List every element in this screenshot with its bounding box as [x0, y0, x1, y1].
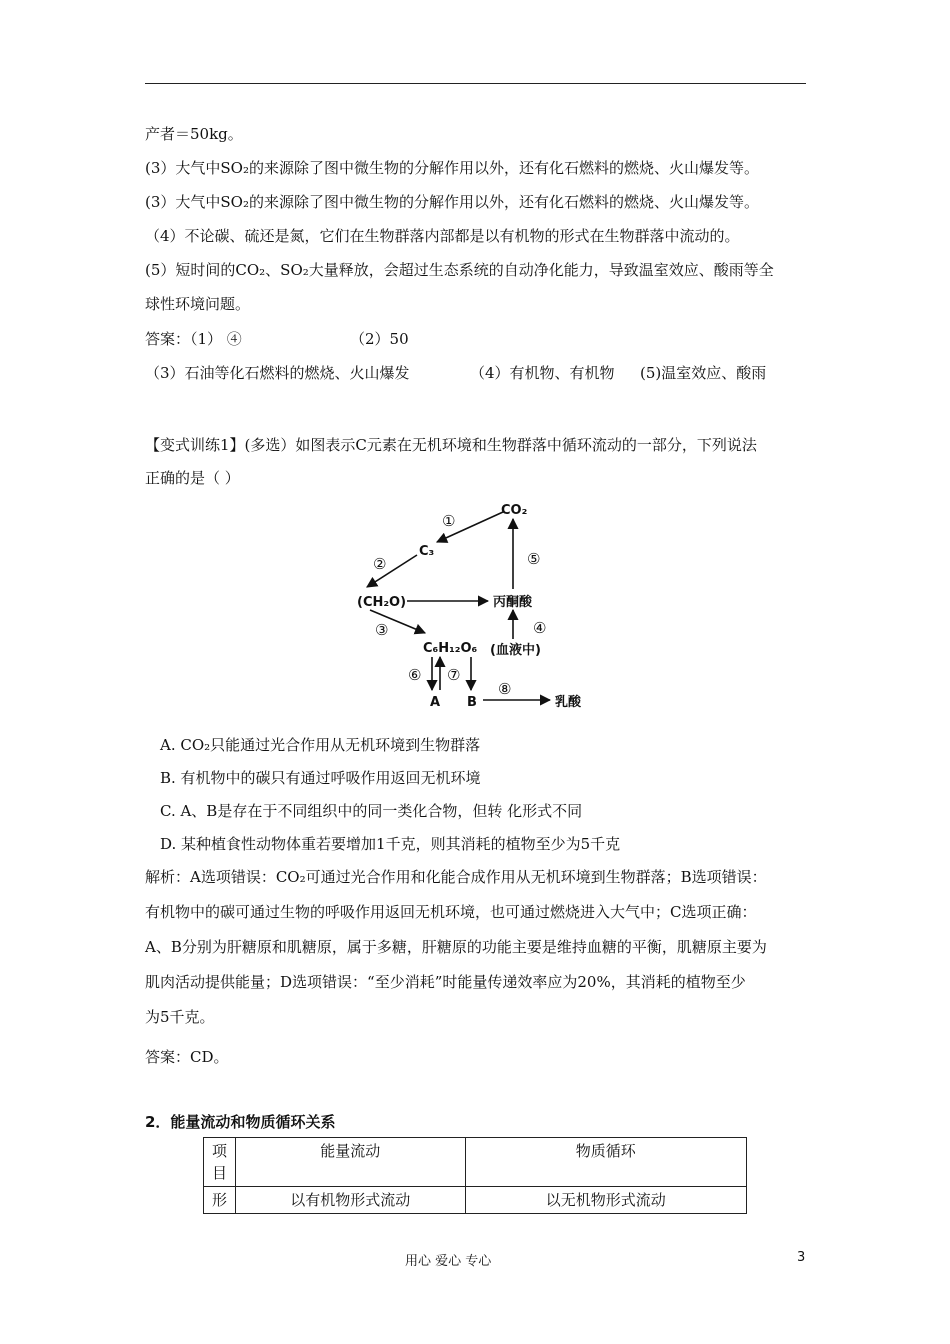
step-1: ①: [442, 512, 456, 530]
table-row: [204, 1187, 747, 1214]
text-line: 产者＝50kg。: [145, 125, 243, 143]
table-header-energy: 能量流动: [235, 1138, 465, 1187]
footer-motto: 用心 爱心 专心: [405, 1254, 492, 1269]
step-8: ⑧: [498, 680, 512, 698]
section-heading: 2．能量流动和物质循环关系: [145, 1113, 336, 1131]
node-glucose: C₆H₁₂O₆: [423, 641, 478, 656]
text-line: 球性环境问题。: [145, 295, 251, 313]
node-c3: C₃: [419, 544, 435, 559]
answer-line: 答案：CD。: [145, 1048, 229, 1066]
node-b: B: [467, 695, 477, 710]
answer-1: 答案：（1） ④: [145, 330, 242, 348]
node-blood: (血液中): [490, 643, 541, 658]
step-3: ③: [375, 621, 389, 639]
explanation-line: 有机物中的碳可通过生物的呼吸作用返回无机环境，也可通过燃烧进入大气中；C选项正确：: [145, 903, 757, 921]
option-c: C. A、B是存在于不同组织中的同一类化合物，但转 化形式不同: [160, 802, 583, 820]
option-a: A. CO₂只能通过光合作用从无机环境到生物群落: [160, 736, 481, 754]
table-cell: 形: [204, 1187, 236, 1214]
node-pyruvate: 丙酮酸: [493, 595, 533, 610]
table-header-item: 项目: [204, 1138, 236, 1187]
step-6: ⑥: [408, 666, 422, 684]
text-line: （4）不论碳、硫还是氮，它们在生物群落内部都是以有机物的形式在生物群落中流动的。: [145, 227, 740, 245]
step-7: ⑦: [447, 666, 461, 684]
question-line: 正确的是（ ）: [145, 469, 240, 487]
text-line: (3）大气中SO₂的来源除了图中微生物的分解作用以外，还有化石燃料的燃烧、火山爆发等。: [145, 193, 759, 211]
carbon-cycle-diagram: [345, 497, 605, 712]
explanation-line: 解析：A选项错误：CO₂可通过光合作用和化能合成作用从无机环境到生物群落；B选项错误：: [145, 868, 767, 886]
answer-2: （2）50: [350, 330, 409, 348]
step-4: ④: [533, 619, 547, 637]
node-a: A: [430, 695, 441, 710]
header-rule: [145, 83, 806, 84]
node-ch2o: (CH₂O): [357, 595, 407, 610]
step-2: ②: [373, 555, 387, 573]
option-b: B. 有机物中的碳只有通过呼吸作用返回无机环境: [160, 769, 481, 787]
option-d: D. 某种植食性动物体重若要增加1千克，则其消耗的植物至少为5千克: [160, 835, 621, 853]
answer-4: （4）有机物、有机物: [470, 364, 615, 382]
node-co2: CO₂: [501, 503, 528, 518]
text-line: (5）短时间的CO₂、SO₂大量释放，会超过生态系统的自动净化能力，导致温室效应、酸雨等全: [145, 261, 774, 279]
answer-3: （3）石油等化石燃料的燃烧、火山爆发: [145, 364, 410, 382]
table-cell: 以有机物形式流动: [235, 1187, 465, 1214]
page-number: 3: [797, 1250, 806, 1265]
comparison-table: [203, 1137, 747, 1214]
explanation-line: 肌肉活动提供能量；D选项错误：“至少消耗”时能量传递效率应为20%，其消耗的植物至少: [145, 973, 746, 991]
diagram-svg: [345, 497, 605, 712]
table-row: [204, 1138, 747, 1187]
explanation-line: 为5千克。: [145, 1008, 215, 1026]
node-lactate: 乳酸: [555, 695, 582, 710]
text-line: (3）大气中SO₂的来源除了图中微生物的分解作用以外，还有化石燃料的燃烧、火山爆发等。: [145, 159, 759, 177]
question-line: 【变式训练1】(多选）如图表示C元素在无机环境和生物群落中循环流动的一部分，下列说法: [145, 436, 757, 454]
step-5: ⑤: [527, 550, 541, 568]
table-header-matter: 物质循环: [465, 1138, 746, 1187]
table-cell: 以无机物形式流动: [465, 1187, 746, 1214]
answer-5: (5)温室效应、酸雨: [640, 364, 767, 382]
explanation-line: A、B分别为肝糖原和肌糖原，属于多糖，肝糖原的功能主要是维持血糖的平衡，肌糖原主要为: [145, 938, 767, 956]
